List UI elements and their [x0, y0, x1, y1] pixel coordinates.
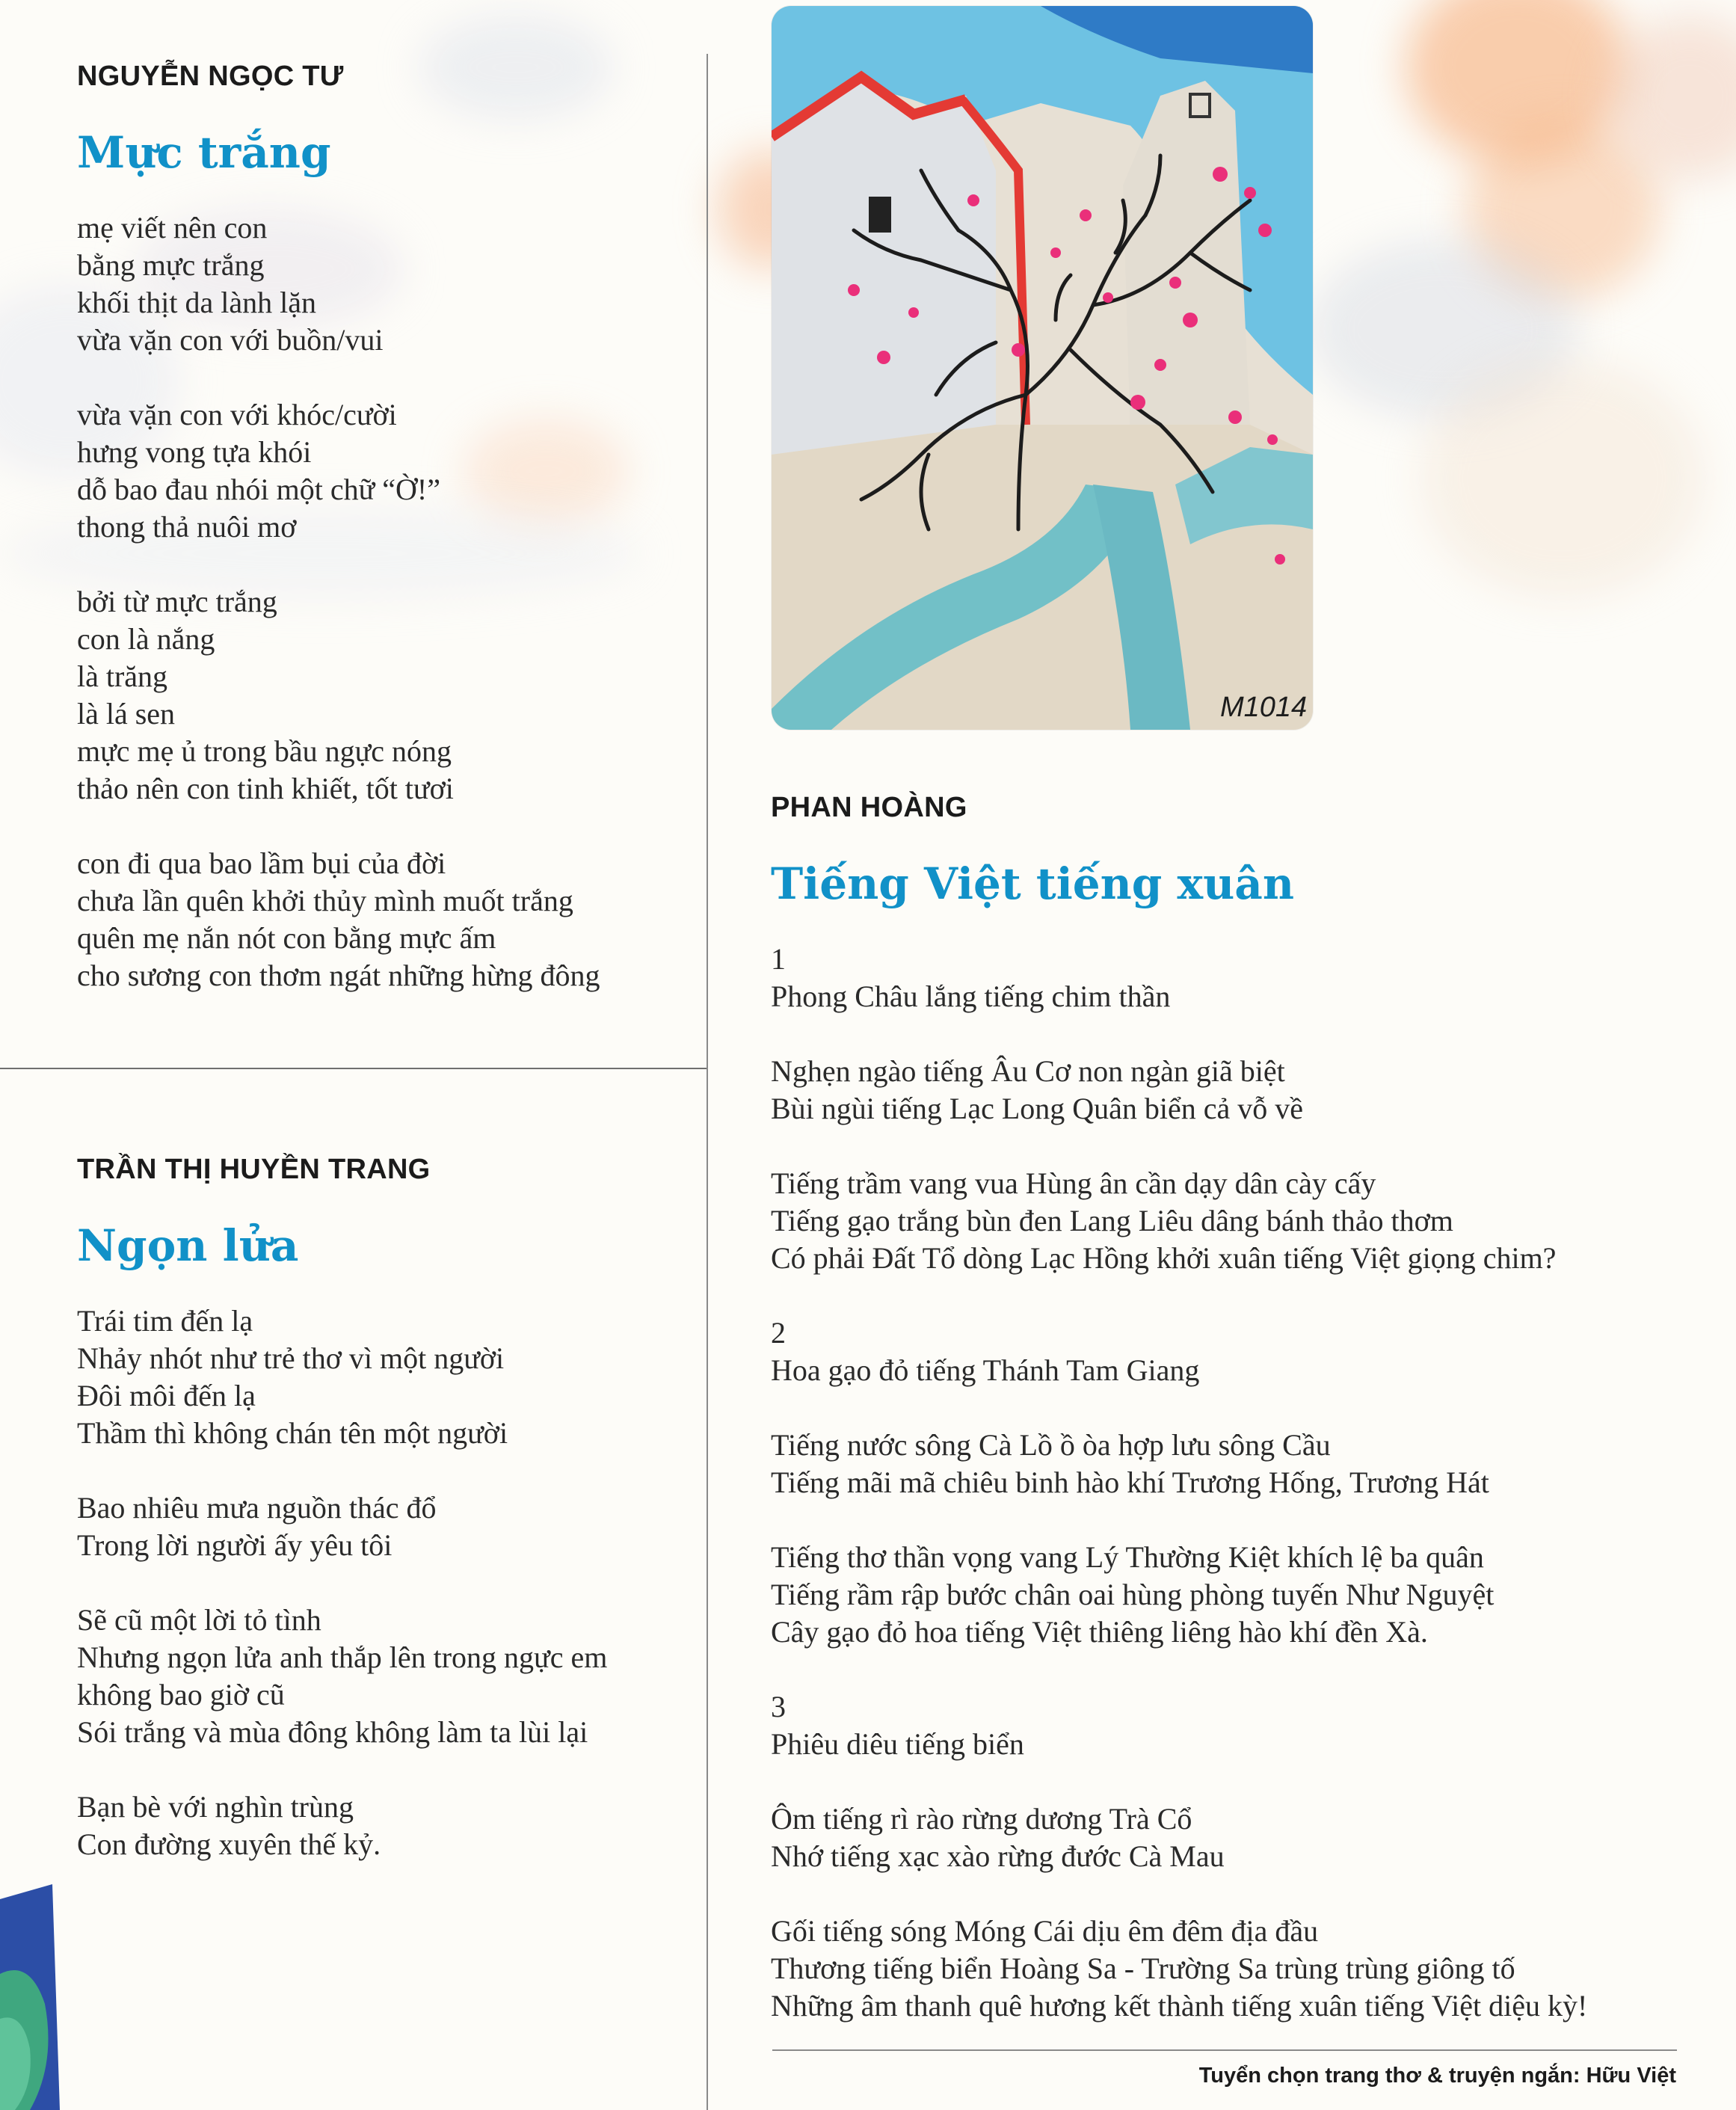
poem-line: Phiêu diêu tiếng biển — [771, 1727, 1024, 1761]
corner-decoration — [0, 1884, 60, 2110]
poem-stanza — [77, 583, 690, 808]
poem-line: Nghẹn ngào tiếng Âu Cơ non ngàn giã biệt — [771, 1054, 1285, 1088]
poem-line: Cây gạo đỏ hoa tiếng Việt thiêng liêng hào khí đền Xà. — [771, 1615, 1428, 1649]
poem-line: quên mẹ nắn nót con bằng mực ấm — [77, 921, 496, 955]
poem-stanza — [77, 1602, 690, 1751]
poem-stanza — [771, 1539, 1698, 1651]
poem-line: vừa vặn con với buồn/vui — [77, 323, 384, 357]
poem-line: khối thịt da lành lặn — [77, 286, 316, 319]
poem-line: cho sương con thơm ngát những hừng đông — [77, 959, 600, 992]
poem-line: Thương tiếng biển Hoàng Sa - Trường Sa trùng trùng giông tố — [771, 1951, 1515, 1985]
poem-stanza — [771, 941, 1698, 1015]
poem-line: Sói trắng và mùa đông không làm ta lùi lại — [77, 1715, 588, 1749]
poem-line: Tiếng thơ thần vọng vang Lý Thường Kiệt khích lệ ba quân — [771, 1540, 1484, 1574]
poem-line: Nhưng ngọn lửa anh thắp lên trong ngực em — [77, 1640, 608, 1674]
poem-line: Bùi ngùi tiếng Lạc Long Quân biển cả vỗ về — [771, 1092, 1304, 1125]
poem-line: Tiếng mãi mã chiêu binh hào khí Trương Hống, Trương Hát — [771, 1465, 1489, 1499]
poem-line: Tiếng nước sông Cà Lồ ồ òa hợp lưu sông Cầu — [771, 1428, 1331, 1462]
poem-line: Tiếng trầm vang vua Hùng ân cần dạy dân cày cấy — [771, 1166, 1376, 1200]
poem-line: thảo nên con tinh khiết, tốt tươi — [77, 772, 454, 805]
poem-line: Bạn bè với nghìn trùng — [77, 1790, 354, 1824]
poem-stanza — [77, 1489, 690, 1564]
poem-line: Tiếng gạo trắng bùn đen Lang Liêu dâng bánh thảo thơm — [771, 1204, 1453, 1237]
watercolor-painting — [772, 6, 1313, 730]
poem-line: Nhớ tiếng xạc xào rừng đước Cà Mau — [771, 1839, 1225, 1873]
poem-body — [771, 941, 1698, 2025]
poem-line: không bao giờ cũ — [77, 1678, 285, 1711]
poem-line: con đi qua bao lầm bụi của đời — [77, 846, 446, 880]
section-divider — [0, 1068, 707, 1069]
poem-line: Con đường xuyên thế kỷ. — [77, 1827, 381, 1861]
poem-line: Trái tim đến lạ — [77, 1304, 253, 1338]
poem-author: NGUYỄN NGỌC TƯ — [77, 61, 344, 92]
painting-image — [772, 6, 1313, 730]
poem-line: mẹ viết nên con — [77, 211, 268, 244]
poem-line: Đôi môi đến lạ — [77, 1379, 256, 1412]
poem-line: Hoa gạo đỏ tiếng Thánh Tam Giang — [771, 1353, 1200, 1387]
poem-author: PHAN HOÀNG — [771, 792, 967, 823]
poem-line: Ôm tiếng rì rào rừng dương Trà Cổ — [771, 1802, 1192, 1836]
poem-line: mực mẹ ủ trong bầu ngực nóng — [77, 734, 452, 768]
column-divider — [707, 54, 708, 2110]
credit-rule — [772, 2049, 1677, 2051]
poem-line: Trong lời người ấy yêu tôi — [77, 1528, 393, 1562]
poem-line: là lá sen — [77, 697, 176, 730]
poem-author: TRẦN THỊ HUYỀN TRANG — [77, 1154, 431, 1185]
poem-line: bằng mực trắng — [77, 248, 265, 282]
poem-body — [77, 209, 690, 994]
poem-ngon-lua — [77, 1151, 690, 1863]
poem-line: hưng vong tựa khói — [77, 435, 312, 469]
poem-title: Ngọn lửa — [77, 1220, 299, 1271]
selection-credit: Tuyển chọn trang thơ & truyện ngắn: Hữu Việt — [1198, 2064, 1676, 2088]
poem-title: Mực trắng — [77, 127, 331, 178]
poem-stanza — [77, 1788, 690, 1863]
poem-stanza — [77, 845, 690, 994]
poem-stanza — [771, 1053, 1698, 1128]
poem-line: Bao nhiêu mưa nguồn thác đổ — [77, 1491, 437, 1525]
poem-stanza — [771, 1165, 1698, 1277]
painting-signature: M1014 — [1220, 692, 1308, 723]
poem-line: 2 — [771, 1316, 786, 1350]
poem-tieng-viet-tieng-xuan — [771, 790, 1698, 2025]
poem-stanza — [771, 1913, 1698, 2025]
poem-line: con là nắng — [77, 622, 215, 656]
poem-line: Nhảy nhót như trẻ thơ vì một người — [77, 1341, 505, 1375]
poem-title: Tiếng Việt tiếng xuân — [771, 858, 1295, 909]
poem-line: Phong Châu lắng tiếng chim thần — [771, 979, 1171, 1013]
poem-stanza — [771, 1314, 1698, 1389]
poem-body — [77, 1302, 690, 1863]
poem-line: Có phải Đất Tổ dòng Lạc Hồng khởi xuân tiếng Việt giọng chim? — [771, 1241, 1557, 1275]
poem-muc-trang — [77, 58, 690, 994]
poem-line: Tiếng rầm rập bước chân oai hùng phòng tuyến Như Nguyệt — [771, 1578, 1495, 1611]
poem-line: bởi từ mực trắng — [77, 585, 277, 618]
poem-stanza — [771, 1800, 1698, 1875]
poem-line: 3 — [771, 1690, 786, 1723]
poem-line: chưa lần quên khởi thủy mình muốt trắng — [77, 884, 573, 917]
poem-stanza — [77, 1302, 690, 1452]
poem-stanza — [77, 396, 690, 546]
poem-line: Thầm thì không chán tên một người — [77, 1416, 508, 1450]
poem-line: vừa vặn con với khóc/cười — [77, 398, 397, 431]
poem-line: Gối tiếng sóng Móng Cái dịu êm đêm địa đầu — [771, 1914, 1319, 1948]
poem-line: Những âm thanh quê hương kết thành tiếng xuân tiếng Việt diệu kỳ! — [771, 1989, 1588, 2023]
poem-stanza — [771, 1688, 1698, 1763]
poem-line: thong thả nuôi mơ — [77, 510, 297, 544]
poem-stanza — [771, 1427, 1698, 1501]
poem-line: dỗ bao đau nhói một chữ “Ờ!” — [77, 473, 440, 506]
poem-line: Sẽ cũ một lời tỏ tình — [77, 1603, 321, 1637]
poem-line: là trăng — [77, 659, 168, 693]
poem-line: 1 — [771, 942, 786, 976]
poem-stanza — [77, 209, 690, 359]
